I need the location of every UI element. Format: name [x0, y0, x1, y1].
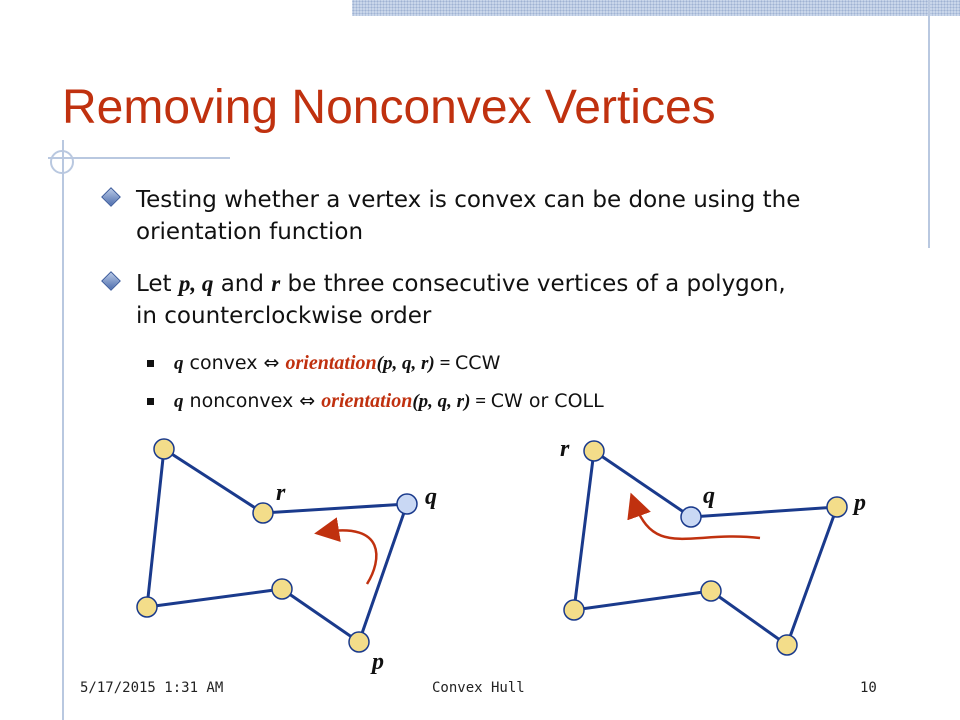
slide-title: Removing Nonconvex Vertices	[62, 81, 716, 134]
subbullet-convex: q convex ⇔ orientation(p, q, r) = CCW	[150, 351, 500, 376]
right-label-p: p	[854, 490, 866, 516]
bullet-2-text: Let p, q and r be three consecutive vertices of a polygon, in counterclockwise order	[136, 271, 786, 329]
var-q: q	[201, 271, 214, 296]
left-polygon	[137, 439, 437, 675]
left-label-r: r	[276, 480, 286, 506]
var-r: r	[271, 271, 281, 296]
right-vertex-r	[584, 441, 604, 461]
left-vertex	[154, 439, 174, 459]
right-vertex	[777, 635, 797, 655]
iff-symbol: ⇔	[263, 352, 280, 374]
right-vertex-p	[827, 497, 847, 517]
right-polygon	[560, 436, 866, 655]
right-vertex	[564, 600, 584, 620]
subbullet-nonconvex: q nonconvex ⇔ orientation(p, q, r) = CW or COLL	[150, 389, 604, 414]
left-vertex-p	[349, 632, 369, 652]
left-vertex-q	[397, 494, 417, 514]
right-vertex	[701, 581, 721, 601]
left-vertex	[272, 579, 292, 599]
footer-title: Convex Hull	[432, 680, 525, 696]
footer-date: 5/17/2015 1:31 AM	[80, 680, 224, 696]
bullet-1-text: Testing whether a vertex is convex can be done using the orientation function	[136, 187, 801, 245]
var-p: p	[178, 271, 191, 296]
right-label-q: q	[703, 483, 715, 509]
left-ccw-arrow	[324, 530, 376, 584]
right-label-r: r	[560, 436, 570, 462]
left-vertex-r	[253, 503, 273, 523]
left-polygon-edges	[147, 449, 407, 642]
iff-symbol: ⇔	[299, 390, 316, 412]
footer-page-number: 10	[860, 680, 877, 696]
left-label-q: q	[425, 484, 437, 510]
right-polygon-edges	[574, 451, 837, 645]
left-label-p: p	[372, 649, 384, 675]
left-vertex	[137, 597, 157, 617]
right-vertex-q	[681, 507, 701, 527]
